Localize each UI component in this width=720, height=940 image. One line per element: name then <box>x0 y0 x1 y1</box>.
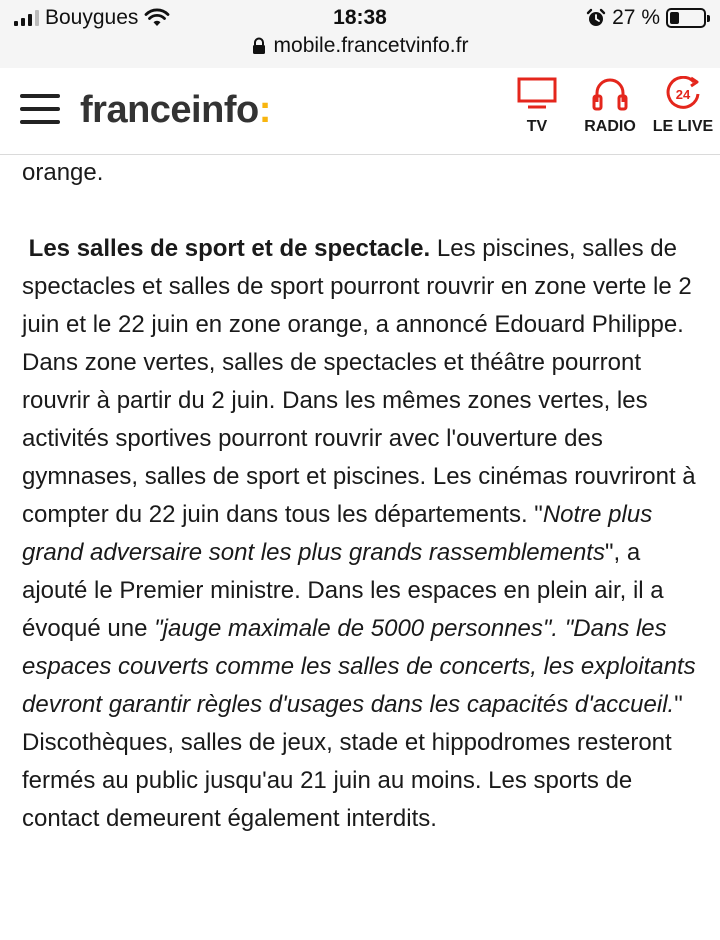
battery-level <box>670 12 679 24</box>
logo-colon: : <box>258 89 271 131</box>
site-header <box>0 68 720 155</box>
article-body <box>22 154 702 838</box>
nav-tv-label: TV <box>526 118 548 135</box>
battery-percent: 27 % <box>612 6 660 29</box>
live-badge-text: 24 <box>675 87 691 102</box>
article-text-1: Les piscines, salles de spectacles et salles de sport pourront rouvrir en zone verte le 2 juin et le 22 juin en zone orange, a annoncé Edouard Philippe. Dans zone vertes, salles de spectacles et théâtre pourront rouvrir à partir du 2 juin. Dans les mêmes zones vertes, les activités sportives pourront rouvrir avec l'ouverture des gymnases, salles de sport et piscines. Les cinémas rouvriront à compter du 22 juin dans tous les départements. " <box>22 235 696 528</box>
nav-tv[interactable] <box>497 76 577 136</box>
status-bar <box>0 0 720 34</box>
nav-radio[interactable] <box>570 76 650 136</box>
nav-live-label: LE LIVE <box>652 118 714 135</box>
status-right <box>586 6 706 30</box>
status-time: 18:38 <box>333 6 387 29</box>
quote-1: Notre plus grand adversaire sont les plus grands rassemblements <box>22 501 653 566</box>
lock-icon <box>252 37 266 55</box>
article-paragraph <box>22 230 702 838</box>
address-bar[interactable] <box>0 34 720 68</box>
logo-text: franceinfo <box>80 89 259 131</box>
article-text-3: " Discothèques, salles de jeux, stade et hippodromes resteront fermés au public jusqu'au 21 juin au moins. Les sports de contact demeurent également interdits. <box>22 691 683 832</box>
article-fragment: orange. <box>22 159 104 186</box>
url-text: mobile.francetvinfo.fr <box>273 34 469 57</box>
section-heading: Les salles de sport et de spectacle. <box>28 235 431 262</box>
carrier-name: Bouygues <box>45 6 139 29</box>
paragraph-spacer <box>22 192 702 230</box>
nav-live[interactable] <box>643 76 720 136</box>
battery-icon <box>666 8 706 28</box>
live-24-icon <box>663 76 703 112</box>
article-text-2: ", a ajouté le Premier ministre. Dans les espaces en plein air, il a évoqué une <box>22 539 664 642</box>
alarm-icon <box>586 8 606 28</box>
tv-icon <box>517 76 557 112</box>
nav-radio-label: RADIO <box>584 118 636 135</box>
headphones-icon <box>590 76 630 112</box>
menu-button[interactable] <box>20 92 60 126</box>
quote-2: "jauge maximale de 5000 personnes". "Dans les espaces couverts comme les salles de concerts, les exploitants devront garantir règles d'usages dans les capacités d'accueil. <box>22 615 696 718</box>
site-logo[interactable] <box>80 89 271 132</box>
